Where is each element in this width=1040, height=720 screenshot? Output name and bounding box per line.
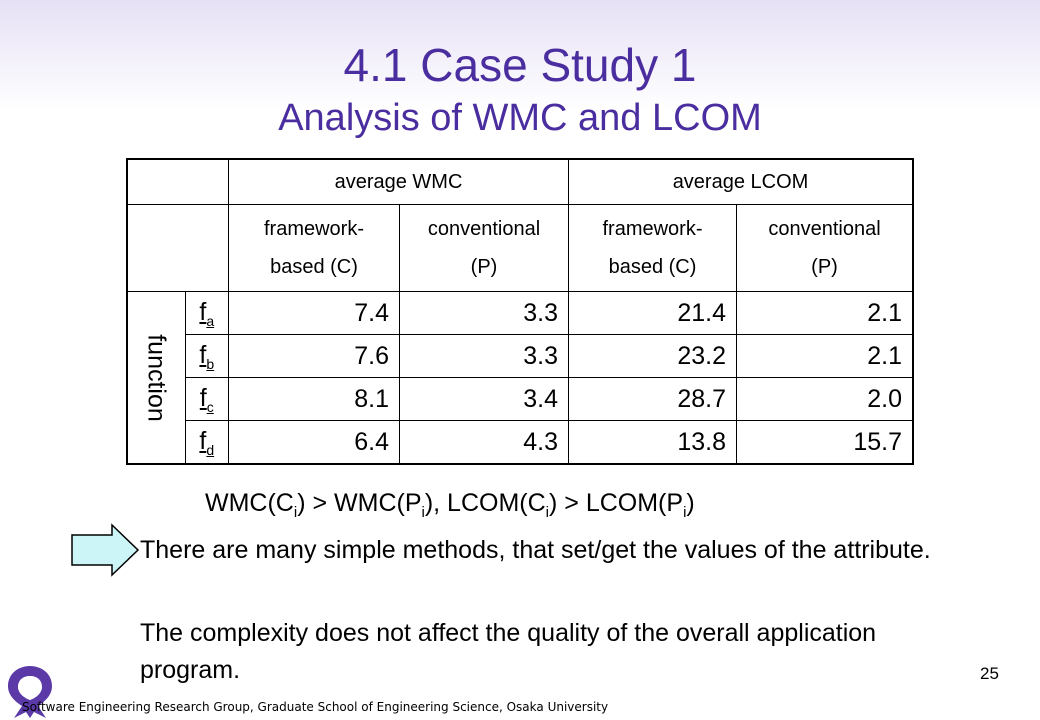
slide-title: 4.1 Case Study 1 (343, 39, 697, 91)
metrics-table (126, 158, 914, 465)
value-cell: 4.3 (400, 421, 569, 465)
value-cell: 6.4 (229, 421, 400, 465)
value-cell: 23.2 (569, 335, 737, 378)
row-label-fd: $f_d$ (185, 421, 228, 465)
value-cell: 2.1 (737, 335, 914, 378)
comparison-formula: $WMC(C_i) > WMC(P_i)$, $LCOM(C_i)$ > $LCOM(P_i)$ (205, 489, 695, 521)
corner-cell (127, 159, 229, 205)
col-header: conventional (P) (400, 205, 569, 292)
row-label-fa: $f_a$ (185, 292, 228, 335)
col-header: framework- based (C) (229, 205, 400, 292)
conclusion-point-2: The complexity does not affect the quality of the overall application program. (140, 619, 877, 684)
value-cell: 2.1 (737, 292, 914, 335)
value-cell: 28.7 (569, 378, 737, 421)
value-cell: 7.6 (229, 335, 400, 378)
page-number: 25 (980, 664, 999, 683)
conclusion-point-1: There are many simple methods, that set/get the values of the attribute. (140, 536, 931, 564)
value-cell: 13.8 (569, 421, 737, 465)
empty-header-cell (127, 205, 229, 292)
group-header-lcom: average LCOM (569, 159, 914, 205)
slide-subtitle: Analysis of WMC and LCOM (278, 97, 762, 139)
value-cell: 3.4 (400, 378, 569, 421)
value-cell: 2.0 (737, 378, 914, 421)
row-group-label: function (127, 292, 185, 465)
value-cell: 21.4 (569, 292, 737, 335)
value-cell: 7.4 (229, 292, 400, 335)
value-cell: 15.7 (737, 421, 914, 465)
value-cell: 3.3 (400, 335, 569, 378)
footer-text: Software Engineering Research Group, Graduate School of Engineering Science, Osaka University (22, 700, 609, 714)
row-label-fc: $f_c$ (185, 378, 228, 421)
col-header: framework- based (C) (569, 205, 737, 292)
row-label-fb: $f_b$ (185, 335, 228, 378)
value-cell: 8.1 (229, 378, 400, 421)
col-header: conventional (P) (737, 205, 914, 292)
group-header-wmc: average WMC (229, 159, 569, 205)
right-arrow-icon (70, 523, 142, 577)
value-cell: 3.3 (400, 292, 569, 335)
